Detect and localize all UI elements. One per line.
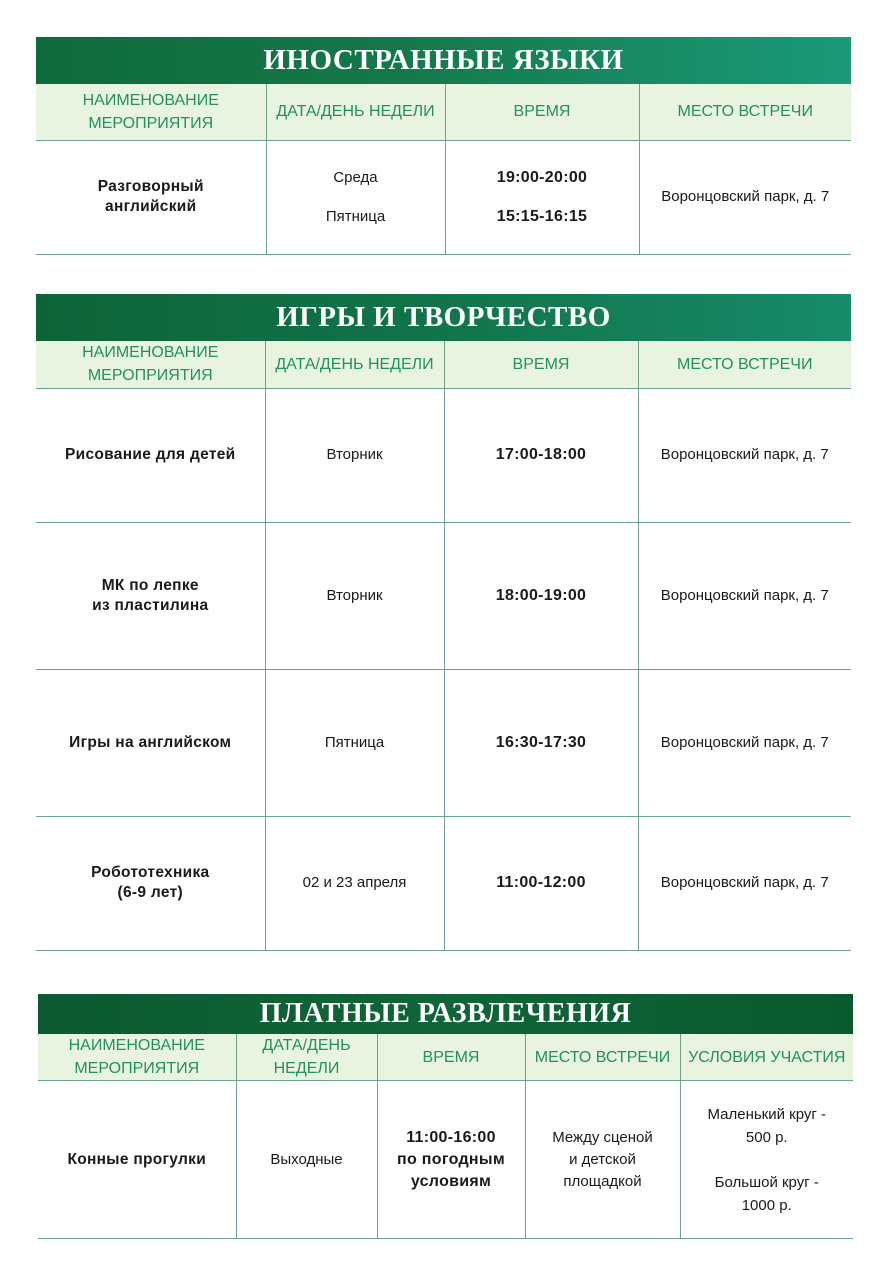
event-name: Робототехника (6-9 лет)	[36, 816, 265, 950]
header-event-name: НАИМЕНОВАНИЕ МЕРОПРИЯТИЯ	[38, 1034, 236, 1081]
event-day: Вторник	[265, 388, 444, 522]
event-day: Пятница	[265, 669, 444, 816]
event-name: Разговорный английский	[36, 140, 266, 254]
event-conditions: Маленький круг - 500 р. Большой круг - 1000 р.	[680, 1081, 853, 1239]
event-place: Воронцовский парк, д. 7	[638, 816, 851, 950]
event-day: Вторник	[265, 522, 444, 669]
table-row	[36, 669, 851, 816]
header-event-name: НАИМЕНОВАНИЕ МЕРОПРИЯТИЯ	[36, 341, 265, 388]
table-row	[38, 1081, 853, 1239]
schedule-table	[36, 341, 851, 951]
table-row	[36, 140, 851, 254]
event-place: Воронцовский парк, д. 7	[638, 388, 851, 522]
section-title: ИНОСТРАННЫЕ ЯЗЫКИ	[36, 37, 851, 84]
event-day: 02 и 23 апреля	[265, 816, 444, 950]
header-conditions: УСЛОВИЯ УЧАСТИЯ	[680, 1034, 853, 1081]
header-date: ДАТА/ДЕНЬ НЕДЕЛИ	[266, 84, 445, 140]
section-games-creativity	[36, 294, 851, 951]
event-place: Воронцовский парк, д. 7	[638, 522, 851, 669]
event-name: Игры на английском	[36, 669, 265, 816]
event-name: Рисование для детей	[36, 388, 265, 522]
event-times: 19:00-20:00 15:15-16:15	[445, 140, 639, 254]
schedule-table	[36, 84, 851, 255]
header-place: МЕСТО ВСТРЕЧИ	[638, 341, 851, 388]
header-time: ВРЕМЯ	[444, 341, 638, 388]
table-header-row	[38, 1034, 853, 1081]
header-place: МЕСТО ВСТРЕЧИ	[639, 84, 851, 140]
event-time: 11:00-12:00	[444, 816, 638, 950]
section-title: ПЛАТНЫЕ РАЗВЛЕЧЕНИЯ	[38, 994, 853, 1034]
event-time: 16:30-17:30	[444, 669, 638, 816]
header-time: ВРЕМЯ	[377, 1034, 525, 1081]
section-title: ИГРЫ И ТВОРЧЕСТВО	[36, 294, 851, 341]
header-place: МЕСТО ВСТРЕЧИ	[525, 1034, 680, 1081]
event-place: Между сценой и детской площадкой	[525, 1081, 680, 1239]
event-name: МК по лепке из пластилина	[36, 522, 265, 669]
event-time: 18:00-19:00	[444, 522, 638, 669]
section-foreign-languages	[36, 37, 851, 255]
table-row	[36, 816, 851, 950]
event-place: Воронцовский парк, д. 7	[639, 140, 851, 254]
event-time: 11:00-16:00 по погодным условиям	[377, 1081, 525, 1239]
schedule-table	[38, 1034, 853, 1239]
header-event-name: НАИМЕНОВАНИЕ МЕРОПРИЯТИЯ	[36, 84, 266, 140]
event-day: Выходные	[236, 1081, 377, 1239]
header-time: ВРЕМЯ	[445, 84, 639, 140]
event-place: Воронцовский парк, д. 7	[638, 669, 851, 816]
section-paid-entertainment	[38, 994, 853, 1239]
event-time: 17:00-18:00	[444, 388, 638, 522]
event-days: Среда Пятница	[266, 140, 445, 254]
header-date: ДАТА/ДЕНЬ НЕДЕЛИ	[265, 341, 444, 388]
header-date: ДАТА/ДЕНЬ НЕДЕЛИ	[236, 1034, 377, 1081]
event-name: Конные прогулки	[38, 1081, 236, 1239]
table-row	[36, 522, 851, 669]
table-header-row	[36, 84, 851, 140]
table-header-row	[36, 341, 851, 388]
table-row	[36, 388, 851, 522]
